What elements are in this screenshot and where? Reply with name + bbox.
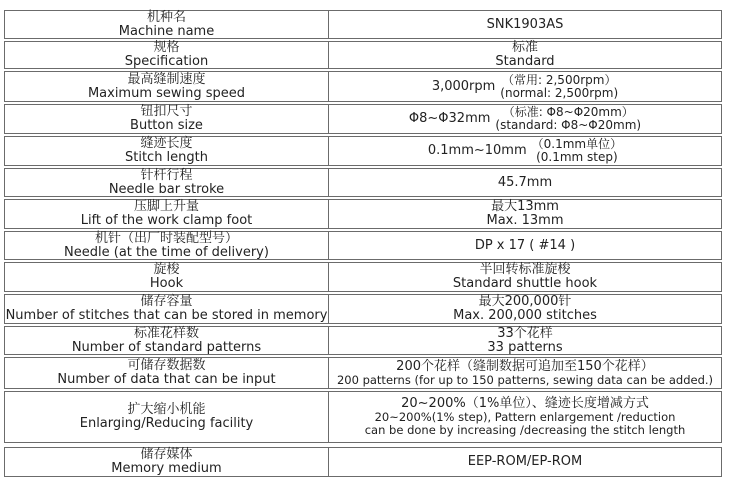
label-zh: 钮扣尺寸: [140, 104, 193, 119]
label-cell: [5, 232, 329, 259]
value-cell: [329, 392, 721, 442]
value-line: SNK1903AS: [486, 16, 564, 32]
value-cell: [329, 327, 721, 354]
value-line: 45.7mm: [497, 174, 553, 190]
label-cell: [5, 72, 329, 101]
label-cell: [5, 200, 329, 228]
value-paren-block: [495, 106, 641, 132]
label-cell: [5, 11, 329, 38]
spec-row-memory-capacity: [4, 294, 722, 324]
value-cell: [329, 448, 721, 476]
value-paren-en: (0.1mm step): [536, 150, 618, 164]
label-en: Number of data that can be input: [57, 372, 276, 387]
label-zh: 储存容量: [140, 294, 193, 309]
label-cell: [5, 327, 329, 354]
value-main: 3,000rpm: [431, 78, 496, 94]
label-cell: [5, 137, 329, 165]
spec-row-enlarge-reduce: [4, 391, 722, 443]
label-en: Number of standard patterns: [71, 339, 262, 355]
value-cell: [329, 42, 721, 68]
spec-row-memory-medium: [4, 447, 722, 477]
value-line: 最大13mm: [491, 199, 559, 214]
label-cell: [5, 448, 329, 476]
spec-row-hook: [4, 262, 722, 292]
value-main: Φ8~Φ32mm: [408, 111, 491, 126]
label-en: Needle (at the time of delivery): [64, 244, 269, 260]
value-paren-en: (normal: 2,500rpm): [500, 85, 619, 100]
spec-row-needle-bar-stroke: [4, 168, 722, 197]
value-line: 200个花样（缝制数据可追加至150个花样）: [396, 358, 654, 374]
label-en: Machine name: [118, 23, 215, 39]
spec-row-button-size: [4, 104, 722, 134]
label-cell: [5, 42, 329, 68]
spec-row-input-data: [4, 357, 722, 389]
spec-row-machine-name: [4, 10, 722, 39]
value-paren-en: (standard: Φ8~Φ20mm): [495, 118, 642, 132]
label-cell: [5, 295, 329, 323]
label-en: Stitch length: [124, 150, 208, 165]
spec-row-specification: [4, 41, 722, 69]
label-zh: 可储存数据数: [127, 358, 206, 373]
label-zh: 最高缝制速度: [127, 71, 206, 87]
value-line: DP x 17 ( #14 ): [474, 237, 576, 253]
value-cell: [329, 72, 721, 101]
value-line: 半回转标准旋梭: [479, 262, 571, 277]
value-line: EEP-ROM/EP-ROM: [467, 454, 583, 469]
value-cell: [329, 105, 721, 133]
label-zh: 扩大缩小机能: [127, 402, 206, 417]
spec-row-needle: [4, 231, 722, 260]
value-paren-block: [500, 74, 618, 100]
label-en: Maximum sewing speed: [87, 85, 246, 101]
spec-row-clamp-foot-lift: [4, 199, 722, 229]
value-cell: [329, 200, 721, 228]
value-cell: [329, 137, 721, 165]
label-zh: 机种名: [146, 9, 186, 25]
label-cell: [5, 169, 329, 196]
value-paren-zh: （0.1mm单位）: [531, 137, 623, 151]
spec-row-standard-patterns: [4, 326, 722, 355]
value-line: 20~200%（1%单位）、缝迹长度增减方式: [401, 396, 649, 411]
label-en: Needle bar stroke: [108, 181, 225, 197]
value-cell: [329, 358, 721, 388]
value-line: Standard: [495, 54, 555, 69]
value-paren-zh: （标准: Φ8~Φ20mm）: [502, 105, 634, 119]
label-en: Button size: [130, 118, 203, 133]
value-line: can be done by increasing /decreasing the stitch length: [364, 423, 686, 437]
value-paren-zh: （常用: 2,500rpm）: [502, 72, 617, 87]
label-en: Hook: [149, 276, 184, 291]
label-zh: 针杆行程: [140, 167, 193, 183]
label-zh: 储存媒体: [140, 447, 193, 462]
value-paren-block: [532, 138, 622, 164]
label-zh: 机针（出厂时装配型号）: [94, 230, 238, 246]
value-cell: [329, 263, 721, 291]
label-cell: [5, 358, 329, 388]
spec-table: [4, 10, 722, 479]
label-zh: 缝迹长度: [140, 136, 193, 151]
label-zh: 旋梭: [153, 262, 180, 277]
value-main: 0.1mm~10mm: [427, 143, 527, 158]
value-line: Max. 200,000 stitches: [453, 308, 597, 323]
value-cell: [329, 295, 721, 323]
label-cell: [5, 392, 329, 442]
spec-row-stitch-length: [4, 136, 722, 166]
value-line: Standard shuttle hook: [452, 276, 598, 291]
value-line: 200 patterns (for up to 150 patterns, sewing data can be added.): [336, 372, 714, 387]
value-cell: [329, 169, 721, 196]
label-en: Memory medium: [111, 461, 222, 476]
value-cell: [329, 232, 721, 259]
value-line: 33个花样: [497, 325, 553, 341]
value-line: 标准: [511, 40, 538, 55]
label-zh: 标准花样数: [133, 325, 199, 341]
label-en: Number of stitches that can be stored in memory: [5, 308, 328, 323]
label-en: Specification: [124, 54, 209, 69]
value-line: 33 patterns: [487, 339, 563, 355]
spec-row-max-sewing-speed: [4, 71, 722, 102]
value-line: 最大200,000针: [478, 294, 572, 309]
label-en: Lift of the work clamp foot: [80, 213, 253, 228]
label-en: Enlarging/Reducing facility: [79, 416, 254, 431]
label-zh: 压脚上升量: [133, 199, 199, 214]
value-cell: [329, 11, 721, 38]
label-cell: [5, 263, 329, 291]
value-line: Max. 13mm: [486, 213, 564, 228]
label-cell: [5, 105, 329, 133]
value-line: 20~200%(1% step), Pattern enlargement /reduction: [374, 410, 676, 424]
label-zh: 规格: [153, 40, 180, 55]
